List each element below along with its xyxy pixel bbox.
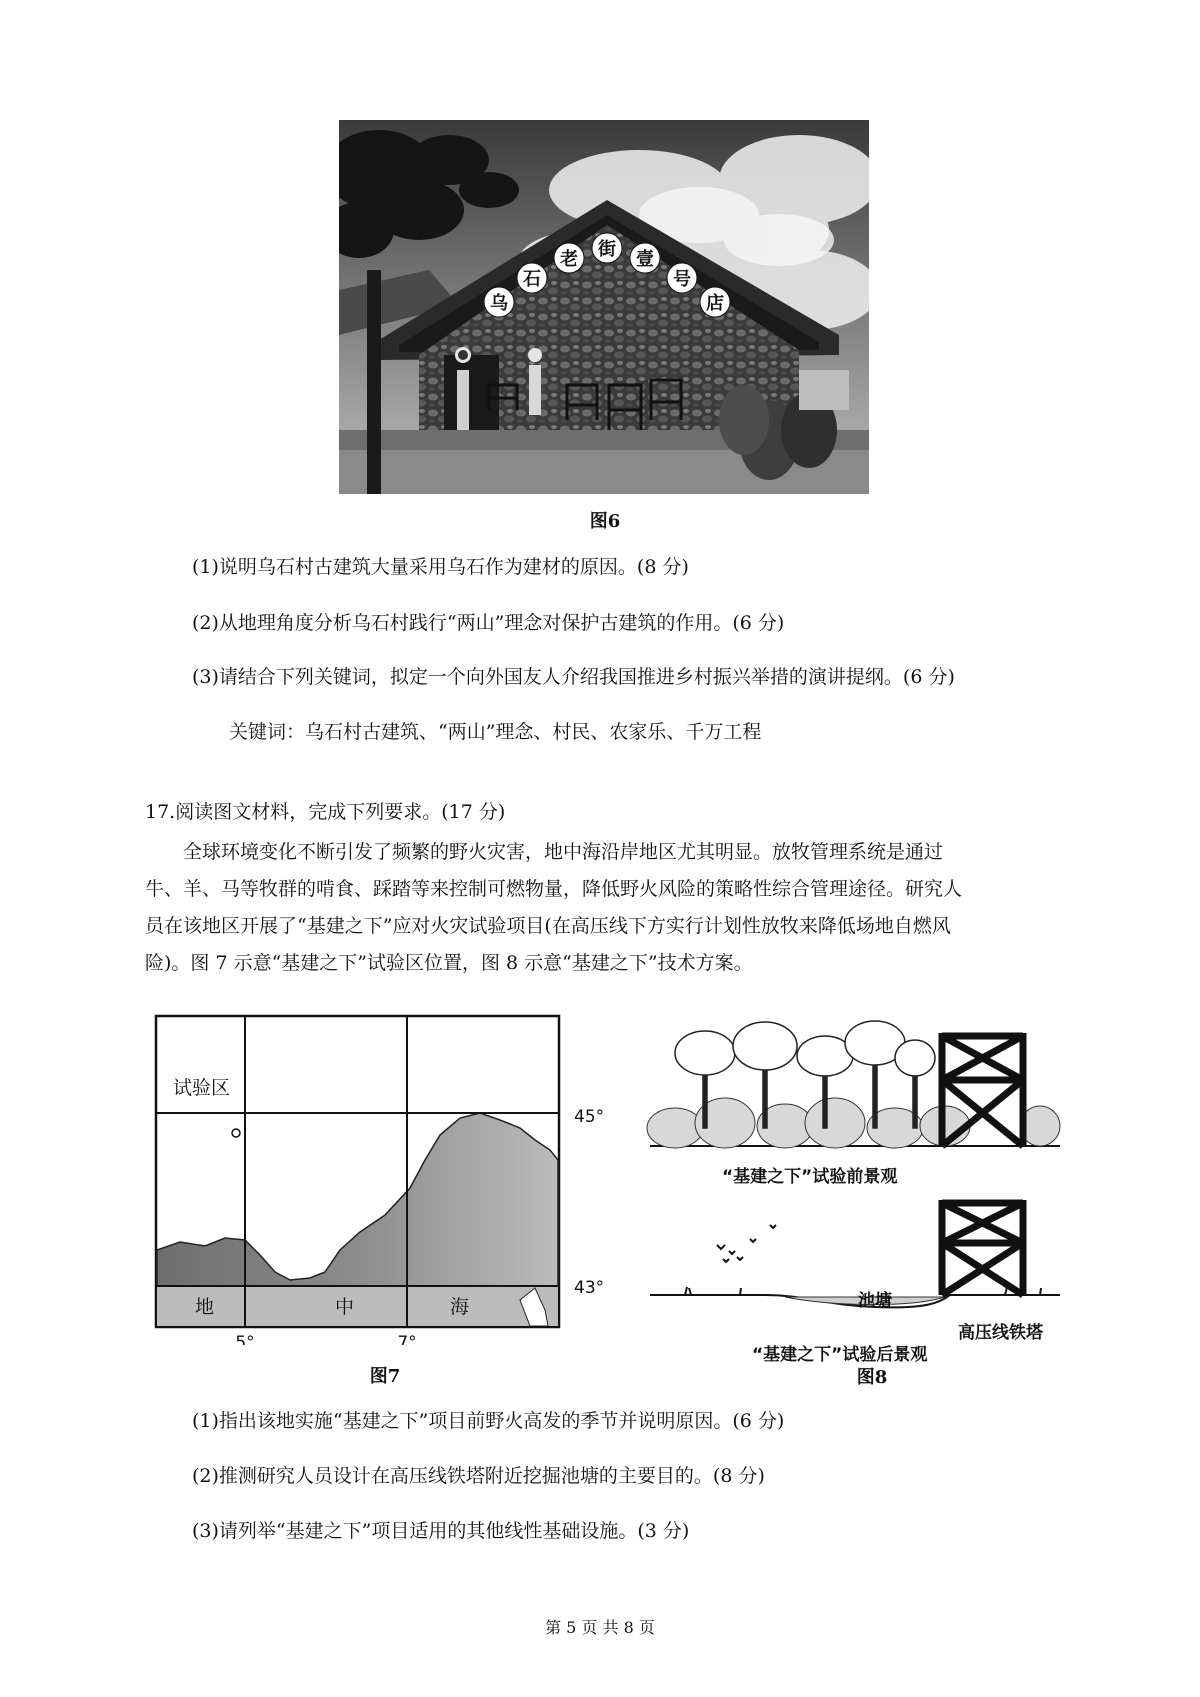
sign-char: 老 xyxy=(560,249,578,270)
sign-char: 街 xyxy=(598,239,616,260)
figure-8-caption: 图8 xyxy=(856,1367,888,1388)
sign-char: 乌 xyxy=(490,293,508,314)
q16-sub2: (2)从地理角度分析乌石村践行“两山”理念对保护古建筑的作用。(6 分) xyxy=(192,612,785,634)
page-number: 第 5 页 共 8 页 xyxy=(545,1618,655,1637)
q17-material xyxy=(145,834,1075,982)
q16-sub3: (3)请结合下列关键词，拟定一个向外国友人介绍我国推进乡村振兴举措的演讲提纲。(6 分) xyxy=(192,666,955,688)
q17-sub3: (3)请列举“基建之下”项目适用的其他线性基础设施。(3 分) xyxy=(192,1520,690,1542)
figure-7-caption: 图7 xyxy=(369,1366,401,1387)
latitude-45-label: 45° xyxy=(574,1107,605,1127)
before-landscape-label: “基建之下”试验前景观 xyxy=(722,1167,898,1187)
after-landscape-label: “基建之下”试验后景观 xyxy=(752,1345,928,1365)
latitude-43-label: 43° xyxy=(574,1278,605,1298)
figure-8-after xyxy=(645,1195,1065,1325)
pond-label: 池塘 xyxy=(858,1291,892,1311)
figure-6-caption: 图6 xyxy=(589,511,621,532)
sign-char: 店 xyxy=(706,293,724,314)
longitude-5-label: 5° xyxy=(235,1333,255,1345)
figure-8-before xyxy=(645,1018,1065,1153)
sea-char: 地 xyxy=(195,1296,215,1318)
sign-char: 号 xyxy=(673,269,691,290)
q16-keywords: 关键词：乌石村古建筑、“两山”理念、村民、农家乐、千万工程 xyxy=(229,721,762,743)
q17-heading: 17.阅读图文材料，完成下列要求。(17 分) xyxy=(145,801,506,823)
sign-char: 壹 xyxy=(636,249,654,270)
q16-sub1: (1)说明乌石村古建筑大量采用乌石作为建材的原因。(8 分) xyxy=(192,556,689,578)
q17-material-line: 牛、羊、马等牧群的啃食、踩踏等来控制可燃物量，降低野火风险的策略性综合管理途径。研究人 xyxy=(145,878,963,900)
q17-material-line: 险)。图 7 示意“基建之下”试验区位置，图 8 示意“基建之下”技术方案。 xyxy=(145,952,753,974)
test-area-label: 试验区 xyxy=(173,1077,231,1099)
sea-char: 中 xyxy=(335,1296,355,1318)
longitude-7-label: 7° xyxy=(397,1333,417,1345)
stone-house-photo xyxy=(339,120,869,494)
test-area-marker xyxy=(232,1129,240,1137)
sign-char: 石 xyxy=(523,269,541,290)
sea-char: 海 xyxy=(450,1296,470,1318)
figure-6-photo xyxy=(339,120,869,494)
tower-label: 高压线铁塔 xyxy=(958,1323,1043,1343)
q17-material-line: 员在该地区开展了“基建之下”应对火灾试验项目(在高压线下方实行计划性放牧来降低场地自燃风 xyxy=(145,915,951,937)
q17-sub2: (2)推测研究人员设计在高压线铁塔附近挖掘池塘的主要目的。(8 分) xyxy=(192,1465,765,1487)
q17-material-line: 全球环境变化不断引发了频繁的野火灾害，地中海沿岸地区尤其明显。放牧管理系统是通过 xyxy=(183,841,944,863)
q17-sub1: (1)指出该地实施“基建之下”项目前野火高发的季节并说明原因。(6 分) xyxy=(192,1410,785,1432)
figure-7-map xyxy=(150,1010,620,1345)
